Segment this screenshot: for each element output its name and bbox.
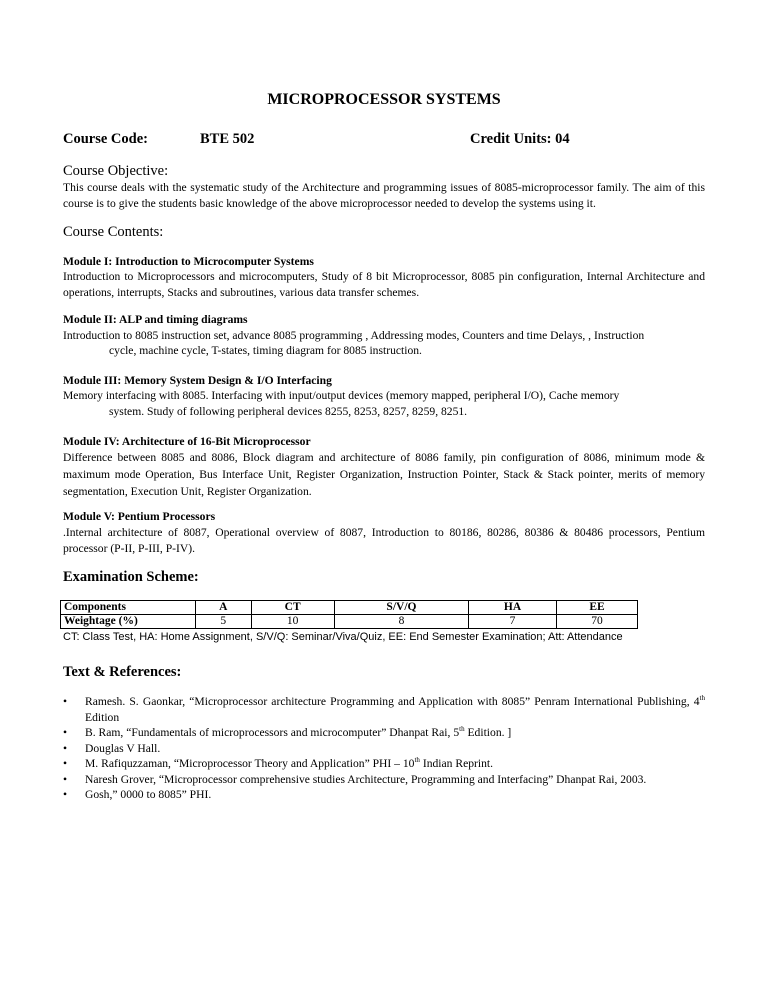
course-code-label: Course Code: — [63, 131, 148, 147]
bullet-icon: • — [63, 741, 68, 755]
module-4-heading: Module IV: Architecture of 16-Bit Microprocessor — [63, 435, 311, 448]
module-4-text: Difference between 8085 and 8086, Block diagram and architecture of 8086 family, pin configuration of 8086, minimum mode & maximum mode Operation, Bus Interface Unit, Register Organization, Instruction Pointer, Stack & Stack pointer, merits of memory segmentation, Execution Unit, Register Organization. — [63, 451, 705, 498]
reference-sup: th — [414, 756, 420, 765]
module-1-heading: Module I: Introduction to Microcomputer Systems — [63, 255, 314, 268]
reference-text: B. Ram, “Fundamentals of microprocessors and microcomputer” Dhanpat Rai, 5 — [85, 726, 460, 739]
exam-col-ct: CT — [251, 601, 334, 615]
module-1-text: Introduction to Microprocessors and microcomputers, Study of 8 bit Microprocessor, 8085 pin configuration, Internal Architecture and operations, interrupts, Stacks and subroutines, various data transfer schemes. — [63, 270, 705, 299]
reference-text: Naresh Grover, “Microprocessor comprehensive studies Architecture, Programming and Interfacing” Dhanpat Rai, 2003. — [85, 772, 647, 786]
course-code-row — [63, 131, 713, 151]
exam-col-ee: EE — [556, 601, 637, 615]
reference-item — [63, 772, 705, 788]
reference-sup: th — [699, 694, 705, 703]
module-2-line-2: cycle, machine cycle, T-states, timing diagram for 8085 instruction. — [109, 344, 422, 357]
exam-col-a: A — [196, 601, 252, 615]
page-title: MICROPROCESSOR SYSTEMS — [267, 91, 501, 108]
exam-table-header-row — [61, 601, 638, 615]
exam-col-components: Components — [61, 601, 196, 615]
exam-row-label: Weightage (%) — [61, 615, 196, 629]
exam-note: CT: Class Test, HA: Home Assignment, S/V/Q: Seminar/Viva/Quiz, EE: End Semester Examination; Att: Attendance — [63, 631, 623, 643]
reference-text-end: Edition — [85, 710, 120, 724]
exam-value-ee: 70 — [556, 615, 637, 629]
module-3-heading: Module III: Memory System Design & I/O Interfacing — [63, 374, 332, 387]
reference-item — [63, 694, 705, 725]
reference-text: Ramesh. S. Gaonkar, “Microprocessor architecture Programming and Application with 8085” Penram International Publishing, 4 — [85, 695, 700, 708]
exam-value-ha: 7 — [469, 615, 557, 629]
reference-item — [63, 725, 705, 741]
exam-col-svq: S/V/Q — [334, 601, 468, 615]
objective-heading: Course Objective: — [63, 163, 169, 179]
contents-heading: Course Contents: — [63, 224, 164, 240]
bullet-icon: • — [63, 772, 68, 786]
reference-sup: th — [459, 725, 465, 734]
exam-col-ha: HA — [469, 601, 557, 615]
exam-value-a: 5 — [196, 615, 252, 629]
bullet-icon: • — [63, 788, 68, 801]
bullet-icon: • — [63, 695, 68, 708]
module-3-line-2: system. Study of following peripheral devices 8255, 8253, 8257, 8259, 8251. — [109, 405, 468, 418]
references-list — [63, 694, 705, 803]
reference-item — [63, 756, 705, 772]
reference-text: Douglas V Hall. — [85, 741, 161, 755]
bullet-icon: • — [63, 726, 68, 739]
references-heading: Text & References: — [63, 664, 182, 680]
exam-value-ct: 10 — [251, 615, 334, 629]
reference-text: M. Rafiquzzaman, “Microprocessor Theory and Application” PHI – 10 — [85, 757, 415, 770]
exam-table — [60, 600, 638, 629]
module-2-line-1: Introduction to 8085 instruction set, advance 8085 programming , Addressing modes, Counters and time Delays, , Instruction — [63, 329, 645, 342]
module-2-heading: Module II: ALP and timing diagrams — [63, 313, 248, 326]
module-5-text: .Internal architecture of 8087, Operational overview of 8087, Introduction to 80186, 80286, 80386 & 80486 processors, Pentium processor (P-II, P-III, P-IV). — [63, 526, 705, 555]
course-code-value: BTE 502 — [200, 131, 255, 147]
exam-table-row — [61, 615, 638, 629]
exam-value-svq: 8 — [334, 615, 468, 629]
exam-heading: Examination Scheme: — [63, 569, 199, 585]
reference-text: Gosh,” 0000 to 8085” PHI. — [85, 788, 212, 801]
reference-text-end: Edition. ] — [464, 726, 512, 739]
objective-text: This course deals with the systematic study of the Architecture and programming issues of 8085-microprocessor family. The aim of this course is to give the students basic knowledge of the above microprocessor needed to develop the systems using it. — [63, 181, 705, 210]
module-3-line-1: Memory interfacing with 8085. Interfacing with input/output devices (memory mapped, peripheral I/O), Cache memory — [63, 389, 620, 402]
module-5-heading: Module V: Pentium Processors — [63, 510, 216, 523]
reference-text-end: Indian Reprint. — [419, 757, 494, 770]
reference-item — [63, 787, 705, 803]
credit-units: Credit Units: 04 — [470, 131, 570, 147]
bullet-icon: • — [63, 757, 68, 770]
reference-item — [63, 741, 705, 757]
